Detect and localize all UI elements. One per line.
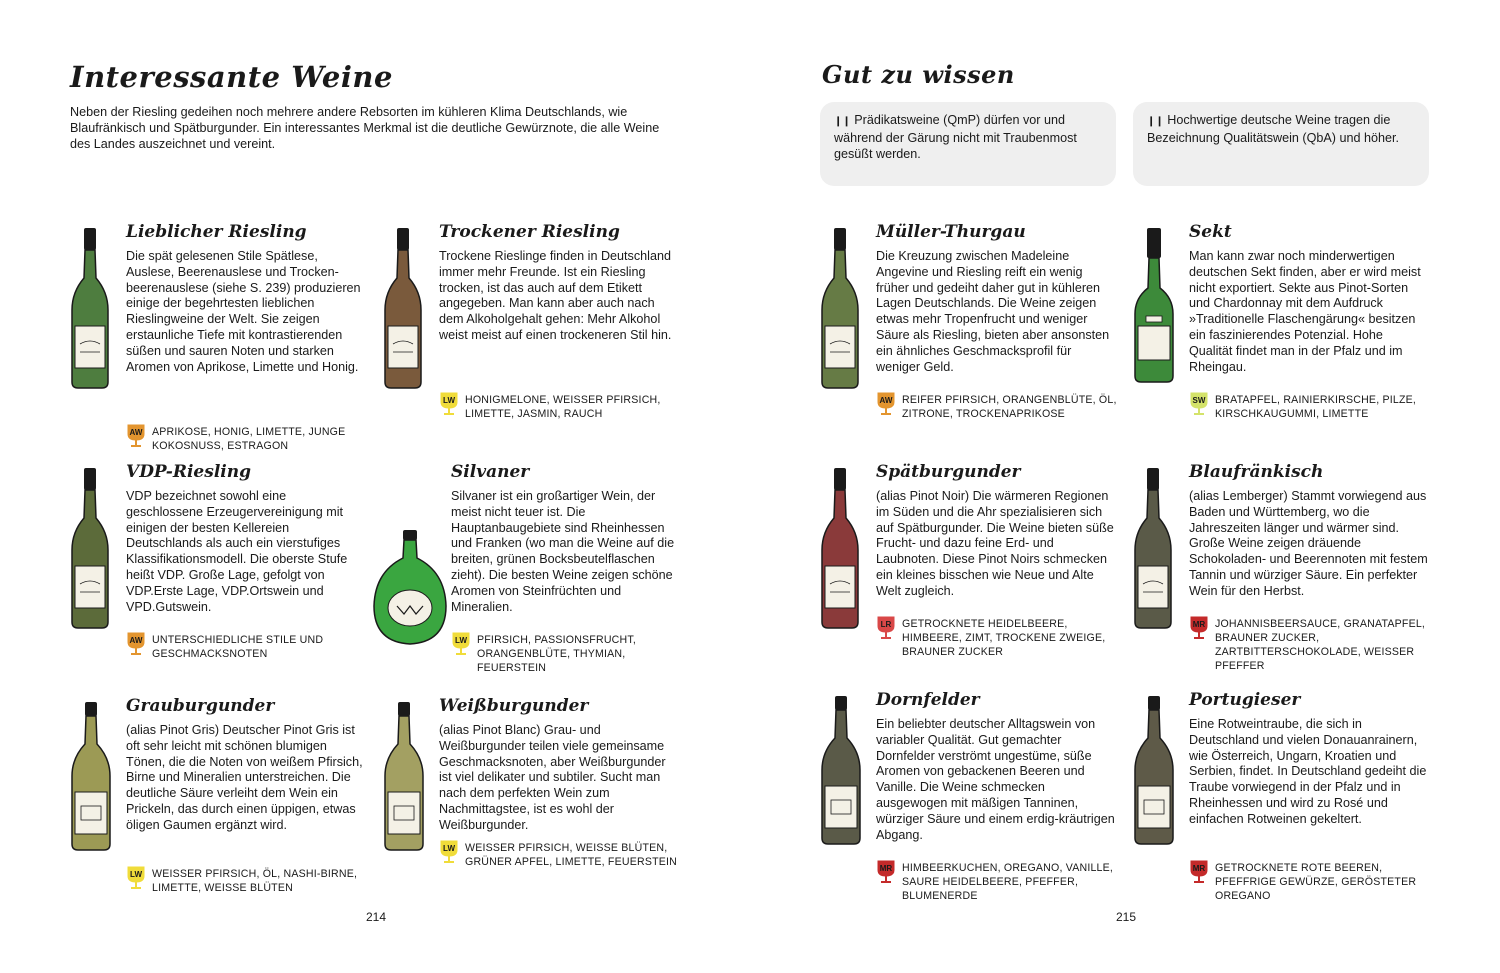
page-title-right: Gut zu wissen (822, 60, 1015, 89)
wine-description: Silvaner ist ein großartiger Wein, der meist nicht teuer ist. Die Hauptanbaugebiete sind Rheinhessen und Franken (wo man die Weine auf die breiten, grünen Bocksbeutelflaschen zieht). Die besten Weine zeigen schöne Aromen von Steinfrüchten und Mineralien. (451, 489, 675, 614)
wine-glass-icon (126, 865, 146, 896)
wine-description: Man kann zwar noch minderwertigen deutschen Sekt finden, aber er wird meist nicht exportiert. Sekte aus Pinot-Sorten und Chardonnay mit dem Aufdruck »Traditionelle Flaschengärung« besitzen ein faszinierendes Potenzial. Hohe Qualität findet man in der Pfalz und im Rheingau. (1189, 249, 1421, 374)
wine-bottle-icon (1133, 694, 1175, 853)
wine-glass-icon (439, 391, 459, 422)
wine-name: Müller-Thurgau (876, 222, 1026, 242)
svg-text:AW: AW (879, 396, 893, 405)
wine-name: Lieblicher Riesling (126, 222, 307, 242)
wine-aromas: GETROCKNETE HEIDELBEERE, HIMBEERE, ZIMT, TROCKENE ZWEIGE, BRAUNER ZUCKER (902, 618, 1106, 658)
page-number-left: 214 (366, 910, 387, 924)
wine-name: Grauburgunder (126, 696, 275, 716)
wine-name: Portugieser (1189, 690, 1301, 710)
wine-name: Sekt (1189, 222, 1232, 242)
wine-bottle-icon (1133, 226, 1175, 391)
wine-name: VDP-Riesling (126, 462, 251, 482)
wine-glass-icon (876, 391, 896, 422)
wine-bottle-icon (70, 226, 110, 397)
wine-bottle-icon (371, 528, 449, 653)
page-number-right: 215 (1116, 910, 1137, 924)
wine-aromas: WEISSER PFIRSICH, ÖL, NASHI-BIRNE, LIMETTE, WEISSE BLÜTEN (152, 868, 358, 894)
svg-text:LR: LR (880, 620, 892, 629)
info-card (820, 102, 1116, 186)
wine-glass-icon (126, 631, 146, 662)
wine-glass-icon (1189, 859, 1209, 890)
wine-aromas: JOHANNISBEERSAUCE, GRANATAPFEL, BRAUNER ZUCKER, ZARTBITTERSCHOKOLADE, WEISSER PFEFFER (1215, 618, 1426, 672)
svg-text:AW: AW (129, 428, 143, 437)
wine-bottle-icon (820, 466, 860, 637)
wine-aromas: HIMBEERKUCHEN, OREGANO, VANILLE, SAURE HEIDELBEERE, PFEFFER, BLUMENERDE (902, 862, 1114, 902)
wine-name: Trockener Riesling (439, 222, 620, 242)
wine-name: Dornfelder (876, 690, 980, 710)
wine-aromas: HONIGMELONE, WEISSER PFIRSICH, LIMETTE, JASMIN, RAUCH (465, 394, 661, 420)
wine-bottle-icon (70, 700, 112, 859)
wine-description: Trockene Rieslinge finden in Deutschland immer mehr Freunde. Ist ein Riesling trocken, ist das auch auf dem Etikett angegeben. Man kann aber auch nach dem Alkoholgehalt gehen: Mehr Alkohol weist meist auf einen trockeneren Stil hin. (439, 249, 672, 342)
svg-text:MR: MR (1192, 864, 1206, 873)
wine-aromas: WEISSER PFIRSICH, WEISSE BLÜTEN, GRÜNER APFEL, LIMETTE, FEUERSTEIN (465, 842, 678, 868)
wine-description: Ein beliebter deutscher Alltagswein von variabler Qualität. Gut gemachter Dornfelder verströmt ungestüme, süße Aromen von gebackenen Beeren und Vanille. Die Weine schmecken ausgewogen mit mäßigen Tanninen, würziger Säure und einem erdig-kräutrigen Abgang. (876, 717, 1115, 842)
wine-glass-icon (451, 631, 471, 662)
wine-description: (alias Pinot Noir) Die wärmeren Regionen im Süden und die Ahr spezialisieren sich auf Spätburgunder. Die Weine bieten süße Frucht- und dazu feine Erd- und Laubnoten. Diese Pinot Noirs schmecken ein kleines bisschen wie Neue und Alte Welt zugleich. (876, 489, 1114, 598)
wine-description: Die spät gelesenen Stile Spätlese, Auslese, Beerenauslese und Trocken-beerenauslese (siehe S. 239) produzieren einige der begehrtesten lieblichen Rieslingweine der Welt. Sie zeigen erstaunliche Tiefe mit kontrastierenden süßen und sauren Noten und starken Aromen von Aprikose, Limette und Honig. (126, 249, 361, 374)
page-title-left: Interessante Weine (70, 60, 393, 94)
svg-text:LW: LW (443, 844, 455, 853)
wine-glass-icon (1189, 391, 1209, 422)
svg-text:LW: LW (130, 870, 142, 879)
wine-bottle-icon (820, 694, 862, 853)
wine-bottle-icon (1133, 466, 1173, 637)
wine-name: Spätburgunder (876, 462, 1021, 482)
info-card-text: Hochwertige deutsche Weine tragen die Bezeichnung Qualitätswein (QbA) und höher. (1147, 113, 1400, 145)
svg-text:AW: AW (129, 636, 143, 645)
wine-glass-icon (1189, 615, 1209, 646)
wine-bottle-icon (820, 226, 860, 397)
wine-aromas: PFIRSICH, PASSIONSFRUCHT, ORANGENBLÜTE, THYMIAN, FEUERSTEIN (477, 634, 637, 674)
svg-text:SW: SW (1192, 396, 1206, 405)
intro-text: Neben der Riesling gedeihen noch mehrere andere Rebsorten im kühleren Klima Deutschlands, wie Blaufränkisch und Spätburgunder. Ein interessantes Merkmal ist die deutliche Gewürznote, die alle Weine des Landes auszeichnet und vereint. (70, 105, 660, 151)
wine-glass-icon (126, 423, 146, 454)
wine-aromas: REIFER PFIRSICH, ORANGENBLÜTE, ÖL, ZITRONE, TROCKENAPRIKOSE (902, 394, 1117, 420)
wine-description: (alias Pinot Blanc) Grau- und Weißburgunder teilen viele gemeinsame Geschmacksnoten, aber Weißburgunder ist viel delikater und subtiler. Sucht man nach dem perfekten Wein zum Nachmittagstee, ist es wohl der Weißburgunder. (439, 723, 666, 832)
wine-description: VDP bezeichnet sowohl eine geschlossene Erzeugervereinigung mit einigen der besten Kellereien Deutschlands als auch ein vierstufiges Klassifikationsmodell. Die oberste Stufe heißt VDP. Große Lage, gefolgt von VDP.Erste Lage, VDP.Ortswein und VPD.Gutswein. (126, 489, 348, 614)
wine-aromas: UNTERSCHIEDLICHE STILE UND GESCHMACKSNOTEN (152, 634, 324, 660)
wine-name: Silvaner (451, 462, 530, 482)
wine-bottle-icon (70, 466, 110, 637)
info-card-text: Prädikatsweine (QmP) dürfen vor und während der Gärung nicht mit Traubenmost gesüßt werden. (834, 113, 1077, 161)
bottles-icon: ❙❙ (834, 116, 851, 127)
wine-glass-icon (439, 839, 459, 870)
wine-bottle-icon (383, 700, 425, 859)
svg-text:MR: MR (879, 864, 893, 873)
info-card (1133, 102, 1429, 186)
wine-description: (alias Lemberger) Stammt vorwiegend aus Baden und Württemberg, wo die Jahreszeiten länger und wärmer sind. Große Weine zeigen dräuende Schokoladen- und Beerennoten mit festem Tannin und würziger Säure. Ein perfekter Wein für den Herbst. (1189, 489, 1428, 598)
bottles-icon: ❙❙ (1147, 116, 1164, 127)
svg-text:LW: LW (443, 396, 455, 405)
wine-glass-icon (876, 859, 896, 890)
wine-name: Blaufränkisch (1189, 462, 1324, 482)
wine-description: Die Kreuzung zwischen Madeleine Angevine und Riesling reift ein wenig früher und gedeiht daher gut in kühleren Lagen Deutschlands. Die Weine zeigen etwas mehr Tropenfrucht und weniger Säure als Riesling, bieten aber ansonsten ein ähnliches Geschmacksprofil für weniger Geld. (876, 249, 1110, 374)
wine-name: Weißburgunder (439, 696, 589, 716)
svg-text:LW: LW (455, 636, 467, 645)
wine-aromas: GETROCKNETE ROTE BEEREN, PFEFFRIGE GEWÜRZE, GERÖSTETER OREGANO (1215, 862, 1417, 902)
wine-bottle-icon (383, 226, 423, 397)
wine-aromas: APRIKOSE, HONIG, LIMETTE, JUNGE KOKOSNUSS, ESTRAGON (152, 426, 346, 452)
wine-aromas: BRATAPFEL, RAINIERKIRSCHE, PILZE, KIRSCHKAUGUMMI, LIMETTE (1215, 394, 1417, 420)
wine-description: (alias Pinot Gris) Deutscher Pinot Gris ist oft sehr leicht mit schönen blumigen Tönen, die die Noten von weißem Pfirsich, Birne und Mineralien unterstreichen. Die deutliche Säure verleiht dem Wein ein Prickeln, das durch einen üppigen, etwas öligen Gaumen ergänzt wird. (126, 723, 363, 832)
wine-glass-icon (876, 615, 896, 646)
wine-description: Eine Rotweintraube, die sich in Deutschland und vielen Donauanrainern, wie Österreich, Ungarn, Kroatien und Serbien, findet. In Deutschland gedeiht die Traube vorwiegend in der Pfalz und in Rheinhessen und wird zu Rosé und einfachen Rotweinen gekeltert. (1189, 717, 1427, 826)
svg-text:MR: MR (1192, 620, 1206, 629)
